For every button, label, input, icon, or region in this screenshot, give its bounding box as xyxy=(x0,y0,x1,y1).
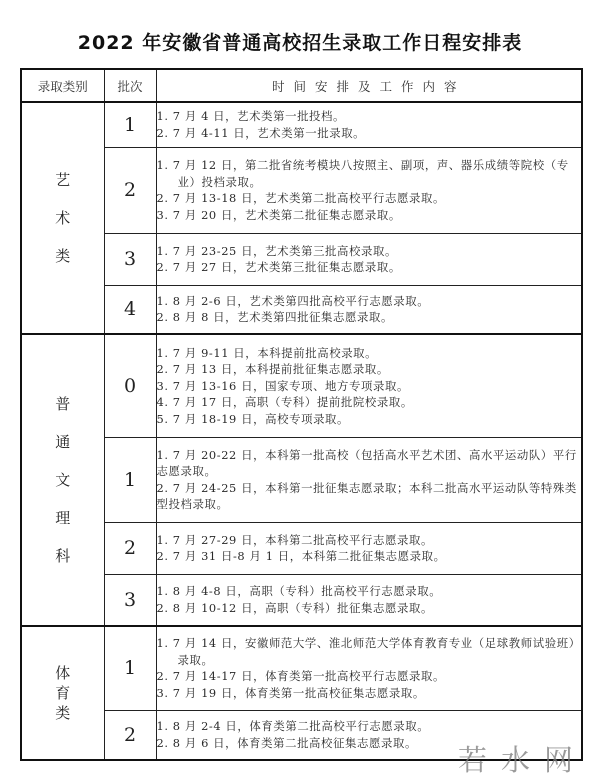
batch-cell: 1 xyxy=(104,626,156,710)
schedule-item: 2. 7 月 24-25 日，本科第一批征集志愿录取；本科二批高水平运动队等特殊类型投档录取。 xyxy=(156,480,577,511)
schedule-item: 2. 7 月 14-17 日，体育类第一批高校平行志愿录取。 xyxy=(156,669,445,684)
category-char: 普 xyxy=(55,395,71,413)
content-cell xyxy=(156,102,582,147)
watermark-logo: 若水网 xyxy=(458,743,588,777)
schedule-table xyxy=(20,68,583,761)
table-header-row xyxy=(21,69,582,102)
category-char: 术 xyxy=(55,209,71,227)
batch-cell: 4 xyxy=(104,285,156,334)
batch-cell: 3 xyxy=(104,233,156,285)
schedule-item: 2. 8 月 6 日，体育类第二批高校征集志愿录取。 xyxy=(156,735,417,750)
category-cell-general xyxy=(21,334,104,626)
schedule-item: 1. 7 月 12 日，第二批省统考模块八按照主、副项，声、器乐成绩等院校（专业）投档录取。 xyxy=(156,158,569,189)
schedule-item: 1. 7 月 4 日，艺术类第一批投档。 xyxy=(156,109,346,124)
schedule-item: 1. 8 月 4-8 日，高职（专科）批高校平行志愿录取。 xyxy=(156,584,442,599)
category-char: 类 xyxy=(55,247,71,265)
category-char: 理 xyxy=(55,509,71,527)
category-char: 艺 xyxy=(55,171,71,189)
schedule-item: 4. 7 月 17 日，高职（专科）提前批院校录取。 xyxy=(156,395,413,409)
schedule-item: 5. 7 月 18-19 日，高校专项录取。 xyxy=(156,411,350,426)
batch-cell: 2 xyxy=(104,710,156,760)
content-cell xyxy=(156,233,582,285)
schedule-item: 3. 7 月 19 日，体育类第一批高校征集志愿录取。 xyxy=(156,685,425,700)
table-row xyxy=(21,437,582,522)
table-row xyxy=(21,334,582,437)
batch-cell: 0 xyxy=(104,334,156,437)
content-cell xyxy=(156,522,582,574)
category-char: 文 xyxy=(55,471,71,489)
schedule-item: 2. 8 月 8 日，艺术类第四批征集志愿录取。 xyxy=(156,310,393,325)
table-row xyxy=(21,102,582,147)
table-row xyxy=(21,626,582,710)
schedule-item: 2. 8 月 10-12 日，高职（专科）批征集志愿录取。 xyxy=(156,600,433,615)
document-title: 2022 年安徽省普通高校招生录取工作日程安排表 xyxy=(77,32,523,54)
schedule-item: 2. 7 月 13 日，本科提前批征集志愿录取。 xyxy=(156,362,389,376)
category-char: 通 xyxy=(55,433,71,451)
header-category: 录取类别 xyxy=(21,69,104,102)
batch-cell: 1 xyxy=(104,437,156,522)
schedule-item: 1. 7 月 14 日，安徽师范大学、淮北师范大学体育教育专业（足球教师试验班）录取。 xyxy=(156,636,581,667)
schedule-item: 1. 8 月 2-4 日，体育类第二批高校平行志愿录取。 xyxy=(156,719,430,734)
content-cell xyxy=(156,334,582,437)
content-cell xyxy=(156,574,582,626)
table-row xyxy=(21,147,582,233)
schedule-item: 3. 7 月 13-16 日，国家专项、地方专项录取。 xyxy=(156,378,409,393)
schedule-item: 1. 7 月 27-29 日，本科第二批高校平行志愿录取。 xyxy=(156,532,433,547)
category-char: 科 xyxy=(55,547,71,565)
category-char: 体 xyxy=(55,664,71,682)
category-char: 类 xyxy=(55,704,71,722)
category-cell-art xyxy=(21,102,104,334)
schedule-item: 2. 7 月 27 日，艺术类第三批征集志愿录取。 xyxy=(156,260,401,274)
schedule-item: 2. 7 月 4-11 日，艺术类第一批录取。 xyxy=(156,125,366,140)
category-cell-sports xyxy=(21,626,104,760)
content-cell xyxy=(156,147,582,233)
table-row xyxy=(21,574,582,626)
schedule-item: 2. 7 月 31 日-8 月 1 日，本科第二批征集志愿录取。 xyxy=(156,549,446,563)
table-row xyxy=(21,233,582,285)
batch-cell: 3 xyxy=(104,574,156,626)
schedule-item: 1. 7 月 20-22 日，本科第一批高校（包括高水平艺术团、高水平运动队）平行志愿录取。 xyxy=(156,447,577,478)
category-char: 育 xyxy=(55,684,71,702)
table-row xyxy=(21,522,582,574)
header-batch: 批次 xyxy=(104,69,156,102)
batch-cell: 2 xyxy=(104,522,156,574)
schedule-item: 1. 8 月 2-6 日，艺术类第四批高校平行志愿录取。 xyxy=(156,293,430,308)
schedule-item: 3. 7 月 20 日，艺术类第二批征集志愿录取。 xyxy=(156,207,401,222)
header-content: 时间安排及工作内容 xyxy=(156,69,582,102)
schedule-item: 2. 7 月 13-18 日，艺术类第二批高校平行志愿录取。 xyxy=(156,191,445,205)
content-cell xyxy=(156,626,582,710)
table-row xyxy=(21,285,582,334)
content-cell xyxy=(156,437,582,522)
schedule-item: 1. 7 月 9-11 日，本科提前批高校录取。 xyxy=(156,345,378,360)
batch-cell: 2 xyxy=(104,147,156,233)
batch-cell: 1 xyxy=(104,102,156,147)
schedule-item: 1. 7 月 23-25 日，艺术类第三批高校录取。 xyxy=(156,243,398,258)
content-cell xyxy=(156,285,582,334)
